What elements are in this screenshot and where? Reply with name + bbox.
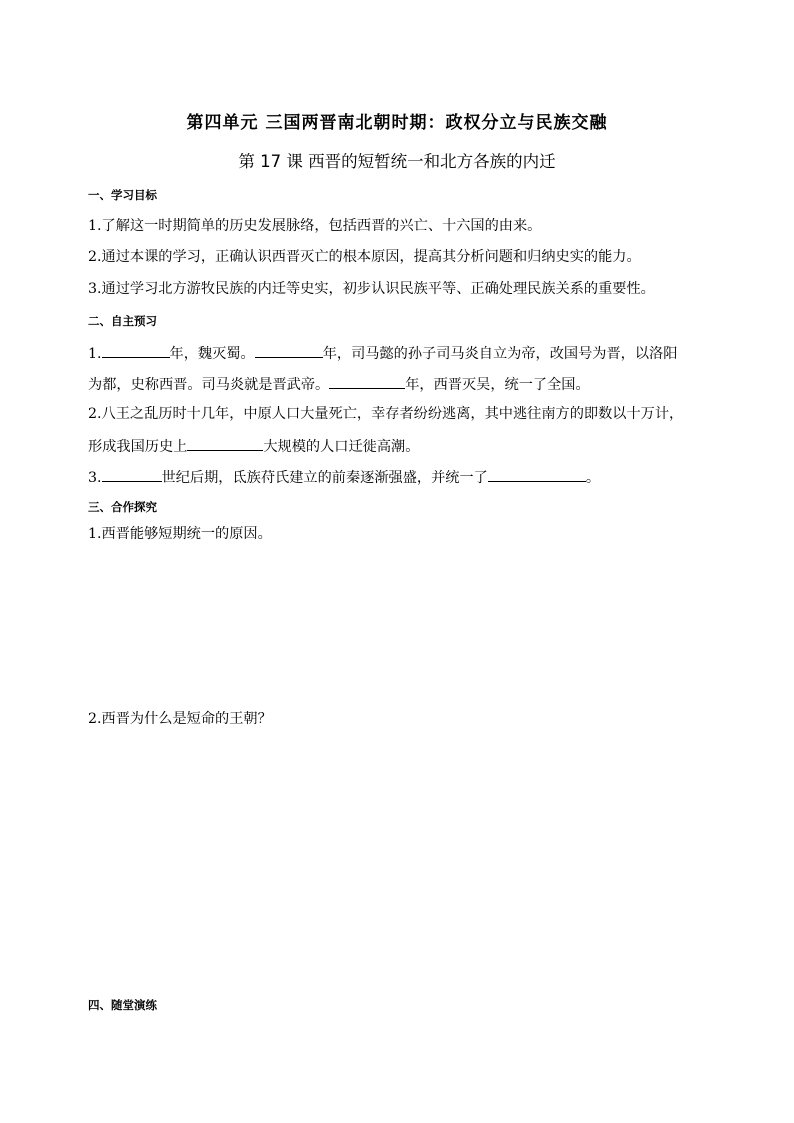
- preview-question-1-line-2: [88, 373, 708, 395]
- answer-blank[interactable]: [187, 435, 263, 451]
- answer-blank[interactable]: [102, 466, 162, 482]
- question-text: 年，魏灭蜀。: [169, 346, 255, 362]
- answer-blank[interactable]: [102, 342, 170, 358]
- answer-blank[interactable]: [255, 342, 323, 358]
- question-text: 。: [585, 470, 601, 486]
- question-number: 1.: [88, 346, 102, 362]
- goal-item: 2.通过本课的学习，正确认识西晋灭亡的根本原因，提高其分析问题和归纳史实的能力。: [88, 249, 641, 265]
- section-heading-goals: 一、学习目标: [88, 188, 157, 202]
- preview-question-2-line-2: [88, 435, 708, 457]
- question-text: 大规模的人口迁徙高潮。: [263, 439, 420, 455]
- preview-question-3: [88, 466, 708, 488]
- section-heading-preview: 二、自主预习: [88, 314, 157, 328]
- question-number: 3.: [88, 470, 102, 486]
- inquiry-question: 2.西晋为什么是短命的王朝？: [88, 711, 272, 727]
- preview-question-1-line-1: [88, 342, 708, 364]
- question-text: 形成我国历史上: [88, 439, 188, 455]
- question-text: 为都，史称西晋。司马炎就是晋武帝。: [88, 377, 330, 393]
- question-text: 年，西晋灭吴，统一了全国。: [405, 377, 590, 393]
- answer-blank[interactable]: [488, 466, 586, 482]
- inquiry-question: 1.西晋能够短期统一的原因。: [88, 526, 272, 542]
- section-heading-inquiry: 三、合作探究: [88, 500, 157, 514]
- lesson-title: 第 17 课 西晋的短暂统一和北方各族的内迁: [238, 152, 556, 171]
- preview-question-2-line-1: 2.八王之乱历时十几年，中原人口大量死亡，幸存者纷纷逃离，其中逃往南方的即数以十万计，: [88, 406, 684, 422]
- answer-blank[interactable]: [329, 373, 405, 389]
- section-heading-practice: 四、随堂演练: [88, 998, 157, 1012]
- goal-item: 3.通过学习北方游牧民族的内迁等史实，初步认识民族平等、正确处理民族关系的重要性。: [88, 281, 655, 297]
- unit-title: 第四单元 三国两晋南北朝时期：政权分立与民族交融: [186, 113, 608, 133]
- question-text: 年，司马懿的孙子司马炎自立为帝，改国号为晋，以洛阳: [322, 346, 678, 362]
- goal-item: 1.了解这一时期简单的历史发展脉络，包括西晋的兴亡、十六国的由来。: [88, 218, 542, 234]
- question-text: 世纪后期，氐族苻氏建立的前秦逐渐强盛，并统一了: [161, 470, 488, 486]
